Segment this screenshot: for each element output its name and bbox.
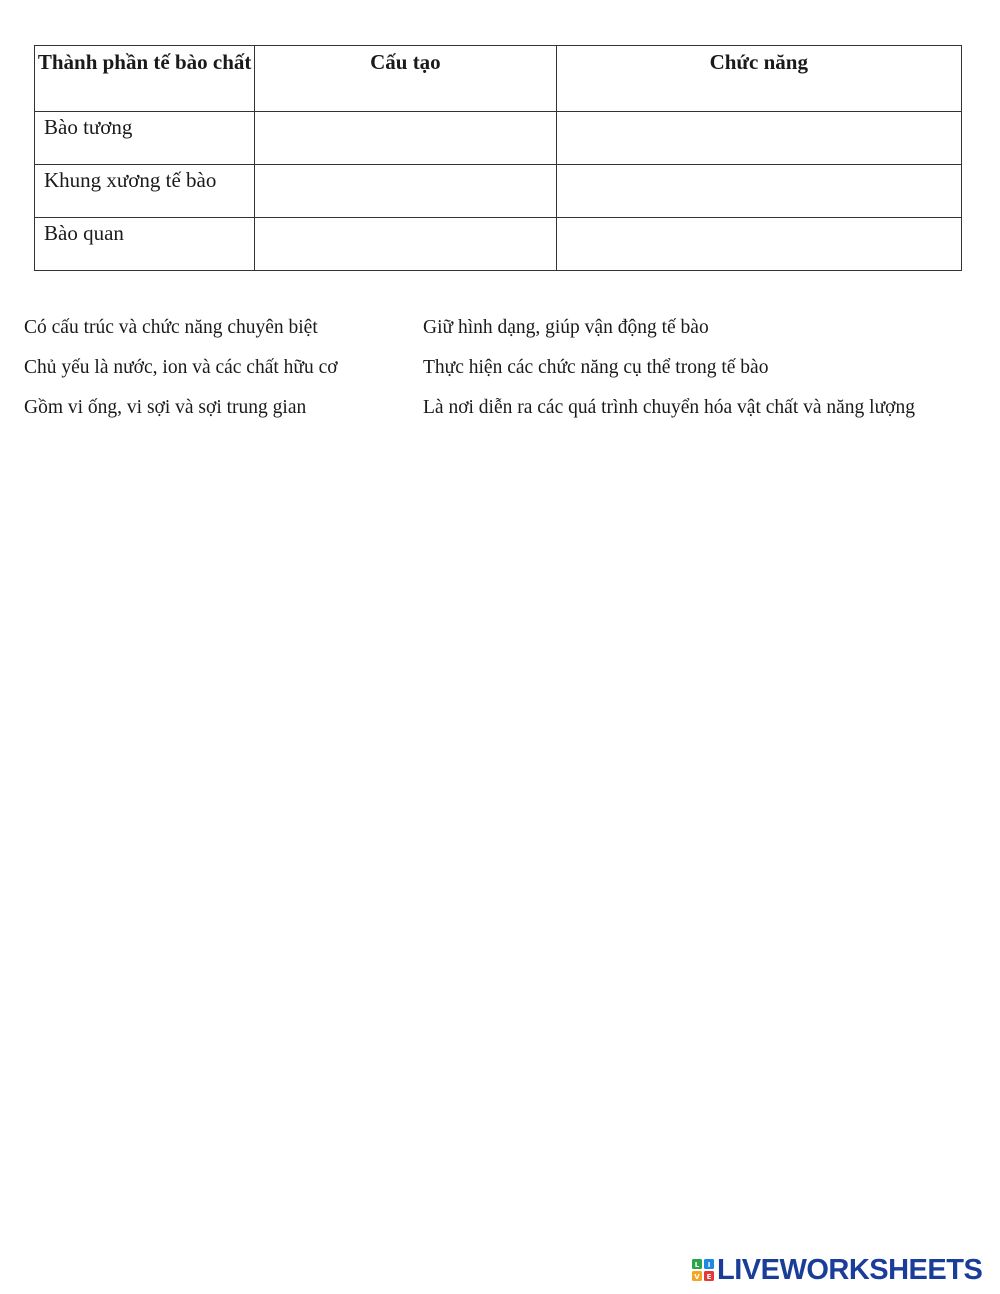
drop-zone-function-cytoskeleton[interactable]	[556, 165, 961, 218]
svg-text:V: V	[694, 1273, 700, 1281]
row-label-organelles: Bào quan	[35, 218, 255, 271]
drop-zone-function-organelles[interactable]	[556, 218, 961, 271]
drop-zone-structure-organelles[interactable]	[255, 218, 556, 271]
svg-text:E: E	[706, 1273, 712, 1281]
table-row	[35, 112, 962, 165]
answer-row	[24, 396, 915, 436]
answer-row	[24, 316, 915, 356]
answer-option[interactable]: Có cấu trúc và chức năng chuyên biệt	[24, 317, 318, 338]
header-component: Thành phần tế bào chất	[35, 46, 255, 112]
svg-text:I: I	[707, 1261, 711, 1269]
answer-option[interactable]: Chủ yếu là nước, ion và các chất hữu cơ	[24, 357, 338, 378]
answer-row	[24, 356, 915, 396]
drop-zone-structure-cytoskeleton[interactable]	[255, 165, 556, 218]
liveworksheets-logo-text: LIVEWORKSHEETS	[717, 1254, 983, 1286]
answer-option[interactable]: Giữ hình dạng, giúp vận động tế bào	[423, 317, 709, 338]
drop-zone-function-cytosol[interactable]	[556, 112, 961, 165]
answer-options	[24, 316, 915, 436]
answer-option[interactable]: Gồm vi ống, vi sợi và sợi trung gian	[24, 397, 307, 418]
worksheet-table	[34, 45, 962, 271]
table-row	[35, 165, 962, 218]
answer-option[interactable]: Là nơi diễn ra các quá trình chuyển hóa vật chất và năng lượng	[423, 397, 915, 418]
header-structure: Cấu tạo	[255, 46, 556, 112]
header-function: Chức năng	[556, 46, 961, 112]
liveworksheets-logo-icon	[692, 1259, 714, 1281]
row-label-cytosol: Bào tương	[35, 112, 255, 165]
svg-text:L: L	[694, 1261, 700, 1269]
table-row	[35, 218, 962, 271]
liveworksheets-logo	[692, 1255, 982, 1285]
answer-option[interactable]: Thực hiện các chức năng cụ thể trong tế bào	[423, 357, 769, 378]
table-header-row	[35, 46, 962, 112]
row-label-cytoskeleton: Khung xương tế bào	[35, 165, 255, 218]
drop-zone-structure-cytosol[interactable]	[255, 112, 556, 165]
